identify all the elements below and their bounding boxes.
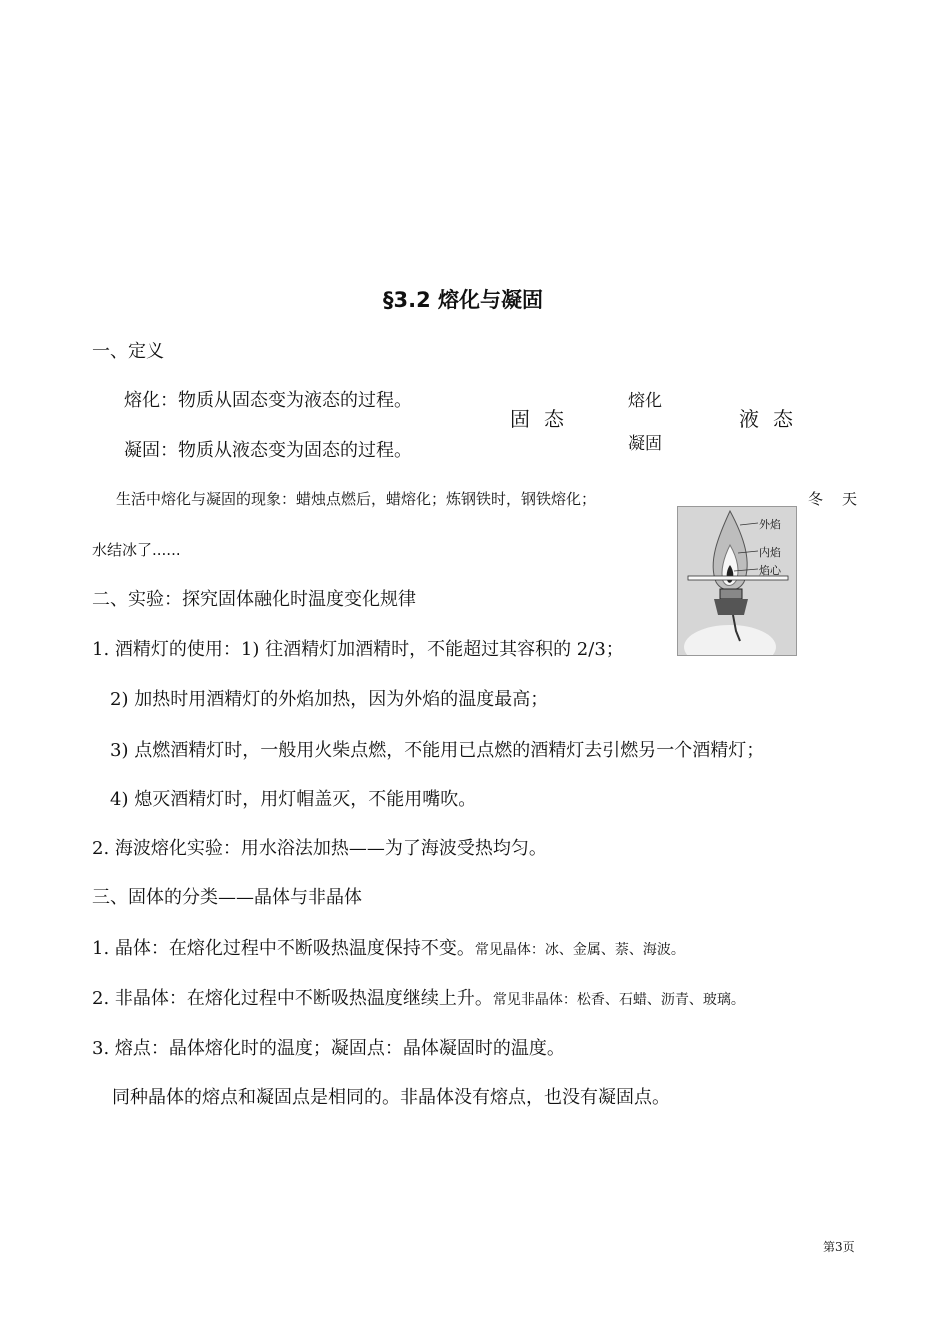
freeze-arrow-label: 凝固 [628, 434, 662, 454]
life-examples: 生活中熔化与凝固的现象：蜡烛点燃后，蜡熔化；炼钢铁时，钢铁熔化； [116, 490, 597, 508]
outer-flame-label: 外焰 [759, 518, 781, 531]
life-examples-cont: 水结冰了...... [92, 541, 181, 559]
amorphous-text: 2. 非晶体：在熔化过程中不断吸热温度继续上升。 [92, 988, 493, 1009]
liquid-state-label: 液态 [739, 407, 807, 431]
melting-point-definition: 3. 熔点：晶体熔化时的温度；凝固点：晶体凝固时的温度。 [92, 1038, 565, 1059]
hypo-experiment: 2. 海波熔化实验：用水浴法加热——为了海波受热均匀。 [92, 838, 547, 859]
section-classification: 三、固体的分类——晶体与非晶体 [92, 887, 362, 908]
lamp-usage-2: 2) 加热时用酒精灯的外焰加热，因为外焰的温度最高； [110, 689, 549, 710]
alcohol-lamp-flame-figure [677, 506, 797, 656]
page-number: 第3页 [823, 1240, 855, 1254]
melt-arrow-label: 熔化 [628, 391, 662, 411]
melting-definition: 熔化：物质从固态变为液态的过程。 [124, 390, 412, 411]
lamp-usage-4: 4) 熄灭酒精灯时，用灯帽盖灭，不能用嘴吹。 [110, 789, 477, 810]
melting-point-note: 同种晶体的熔点和凝固点是相同的。非晶体没有熔点，也没有凝固点。 [112, 1087, 670, 1108]
amorphous-examples: 常见非晶体：松香、石蜡、沥青、玻璃。 [492, 992, 745, 1008]
crystal-text: 1. 晶体：在熔化过程中不断吸热温度保持不变。 [92, 938, 475, 959]
page-title: §3.2 熔化与凝固 [383, 288, 544, 312]
crystal-definition [92, 934, 685, 960]
lamp-usage-3: 3) 点燃酒精灯时，一般用火柴点燃，不能用已点燃的酒精灯去引燃另一个酒精灯； [110, 740, 765, 761]
inner-flame-label: 内焰 [759, 546, 781, 559]
flame-core-label: 焰心 [759, 564, 781, 577]
life-winter-2: 天 [842, 490, 858, 508]
freezing-definition: 凝固：物质从液态变为固态的过程。 [124, 440, 412, 461]
solid-state-label: 固态 [510, 407, 578, 431]
lamp-usage-1: 1. 酒精灯的使用：1) 往酒精灯加酒精时，不能超过其容积的 2/3； [92, 639, 624, 660]
section-definition: 一、定义 [92, 341, 164, 362]
amorphous-definition [92, 984, 745, 1010]
section-experiment: 二、实验：探究固体融化时温度变化规律 [92, 589, 416, 610]
crystal-examples: 常见晶体：冰、金属、萘、海波。 [474, 942, 685, 958]
life-winter-1: 冬 [808, 490, 824, 508]
